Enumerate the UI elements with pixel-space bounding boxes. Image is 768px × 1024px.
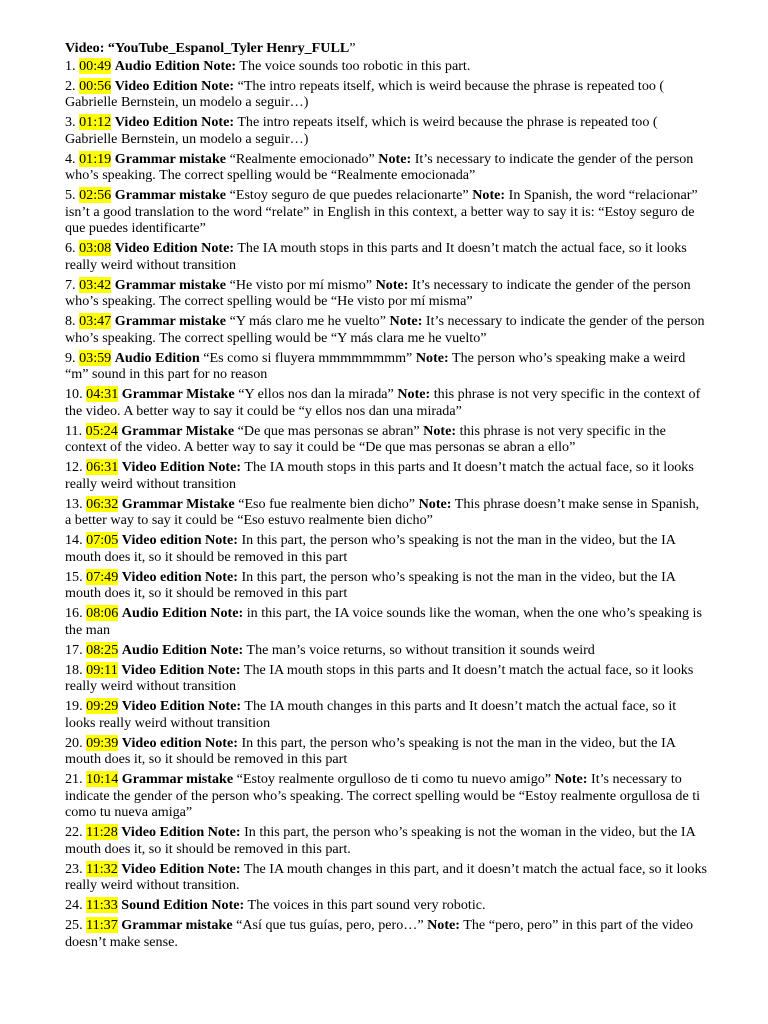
- note-category-label: Grammar mistake: [114, 187, 227, 203]
- timestamp-highlight: 08:06: [86, 605, 119, 621]
- note-text-detail: It’s necessary to indicate the gender of the person who’s speaking. The correct spelling would be “He visto por mí misma”: [65, 276, 691, 309]
- timestamp-highlight: 03:42: [79, 276, 112, 293]
- note-text: “Así que tus guías, pero, pero…”: [236, 917, 424, 933]
- note-entry: [65, 735, 708, 768]
- entry-number: 10.: [65, 386, 83, 402]
- note-label: Note:: [389, 313, 423, 329]
- entry-number: 2.: [65, 77, 76, 94]
- note-text-detail: In Spanish, the word “relacionar” isn’t a good translation to the word “relate” in English in this context, a better way to say it is: “Estoy seguro de que puedes identificarte”: [65, 187, 698, 236]
- note-category-label: Video Edition Note:: [121, 698, 242, 714]
- entry-number: 1.: [65, 57, 76, 74]
- note-text: “Es como si fluyera mmmmmmmm”: [203, 349, 413, 366]
- note-text: “Estoy realmente orgulloso de ti como tu nuevo amigo”: [236, 771, 552, 787]
- note-text: The IA mouth stops in this parts and It doesn’t match the actual face, so it looks really weird without transition: [65, 240, 687, 273]
- note-category-label: Video Edition Note:: [121, 824, 241, 840]
- note-entry: [65, 58, 708, 75]
- timestamp-highlight: 05:24: [85, 422, 118, 439]
- timestamp-highlight: 09:29: [86, 698, 119, 714]
- entry-number: 24.: [65, 897, 83, 913]
- note-text: In this part, the person who’s speaking is not the man in the video, but the IA mouth does it, so it should be removed in this part: [65, 532, 676, 565]
- note-text-detail: The person who’s speaking make a weird “m” sound in this part for no reason: [65, 349, 686, 382]
- timestamp-highlight: 08:25: [86, 641, 119, 658]
- note-text: In this part, the person who’s speaking is not the woman in the video, but the IA mouth does it, so it should be removed in this part.: [65, 824, 696, 857]
- note-text: The voice sounds too robotic in this part.: [239, 57, 471, 74]
- note-entry: [65, 386, 708, 419]
- note-text-detail: this phrase is not very specific in the context of the video. A better way to say it could be “y ellos nos dan una mirada”: [65, 386, 701, 419]
- note-entry: [65, 350, 708, 383]
- note-text-detail: It’s necessary to indicate the gender of the person who’s speaking. The correct spelling would be “Estoy realmente orgullosa de ti como tu nueva amiga”: [65, 771, 701, 820]
- document-title: [65, 40, 708, 57]
- note-label: Note:: [378, 150, 412, 167]
- note-entry: [65, 532, 708, 565]
- note-category-label: Video edition Note:: [121, 734, 238, 751]
- note-text: “He visto por mí mismo”: [229, 276, 373, 293]
- note-category-label: Audio Edition Note:: [121, 641, 244, 658]
- timestamp-highlight: 09:11: [86, 661, 118, 678]
- timestamp-highlight: 11:32: [86, 860, 118, 877]
- note-text: The IA mouth stops in this parts and It doesn’t match the actual face, so it looks really weird without transition: [65, 459, 694, 492]
- note-text: The IA mouth changes in this parts and It doesn’t match the actual face, so it looks really weird without transition: [65, 698, 677, 731]
- note-category-label: Video Edition Note:: [114, 77, 235, 94]
- timestamp-highlight: 03:08: [79, 240, 112, 256]
- note-text: “Y ellos nos dan la mirada”: [238, 386, 394, 402]
- document-title-text: Video: “YouTube_Espanol_Tyler Henry_FULL: [65, 40, 350, 56]
- entry-number: 18.: [65, 661, 83, 678]
- timestamp-highlight: 11:28: [86, 824, 118, 840]
- note-category-label: Audio Edition: [114, 349, 200, 366]
- timestamp-highlight: 02:56: [79, 187, 112, 203]
- note-entry: [65, 423, 708, 456]
- note-text-detail: It’s necessary to indicate the gender of the person who’s speaking. The correct spelling would be “Realmente emocionada”: [65, 150, 694, 183]
- entry-number: 7.: [65, 276, 76, 293]
- note-entry: [65, 662, 708, 695]
- timestamp-highlight: 01:12: [79, 114, 112, 130]
- note-category-label: Sound Edition Note:: [121, 897, 245, 913]
- note-category-label: Video Edition Note:: [121, 459, 242, 475]
- entry-number: 23.: [65, 860, 83, 877]
- note-category-label: Grammar Mistake: [121, 386, 235, 402]
- note-entry: [65, 861, 708, 894]
- timestamp-highlight: 03:59: [79, 349, 112, 366]
- entry-number: 12.: [65, 459, 83, 475]
- note-category-label: Grammar mistake: [121, 771, 234, 787]
- note-label: Note:: [418, 495, 452, 512]
- entry-number: 14.: [65, 532, 83, 548]
- note-label: Note:: [427, 917, 460, 933]
- note-entry: [65, 771, 708, 821]
- note-category-label: Video edition Note:: [121, 568, 238, 585]
- entry-number: 22.: [65, 824, 83, 840]
- timestamp-highlight: 11:33: [86, 897, 118, 913]
- timestamp-highlight: 06:31: [86, 459, 119, 475]
- document-title-close-quote: ”: [349, 40, 356, 56]
- note-text: The man’s voice returns, so without transition it sounds weird: [246, 641, 595, 658]
- entry-number: 15.: [65, 568, 83, 585]
- note-label: Note:: [423, 422, 457, 439]
- note-entry: [65, 569, 708, 602]
- timestamp-highlight: 06:32: [86, 495, 119, 512]
- note-category-label: Grammar mistake: [114, 276, 227, 293]
- note-text-detail: This phrase doesn’t make sense in Spanish, a better way to say it could be “Eso estuvo realmente bien dicho”: [65, 495, 700, 528]
- note-label: Note:: [397, 386, 431, 402]
- timestamp-highlight: 09:39: [86, 734, 119, 751]
- entry-number: 5.: [65, 187, 76, 203]
- note-category-label: Audio Edition Note:: [121, 605, 244, 621]
- note-entry: [65, 496, 708, 529]
- timestamp-highlight: 01:19: [79, 150, 112, 167]
- note-entry: [65, 313, 708, 346]
- note-category-label: Grammar mistake: [114, 150, 227, 167]
- note-entry: [65, 187, 708, 237]
- note-label: Note:: [415, 349, 449, 366]
- note-text: “Y más claro me he vuelto”: [229, 313, 386, 329]
- note-text: “Eso fue realmente bien dicho”: [238, 495, 416, 512]
- timestamp-highlight: 07:05: [86, 532, 119, 548]
- note-entry: [65, 698, 708, 731]
- entry-number: 21.: [65, 771, 83, 787]
- note-entry: [65, 605, 708, 638]
- note-text: “Realmente emocionado”: [229, 150, 375, 167]
- entry-number: 25.: [65, 917, 83, 933]
- timestamp-highlight: 00:49: [79, 57, 112, 74]
- notes-list: [65, 58, 708, 951]
- note-text: The IA mouth stops in this parts and It doesn’t match the actual face, so it looks really weird without transition: [65, 661, 694, 694]
- entry-number: 9.: [65, 349, 76, 366]
- entry-number: 16.: [65, 605, 83, 621]
- entry-number: 17.: [65, 641, 83, 658]
- note-text: “De que mas personas se abran”: [237, 422, 420, 439]
- note-category-label: Grammar Mistake: [121, 495, 235, 512]
- note-text: “The intro repeats itself, which is weird because the phrase is repeated too ( Gabrielle Bernstein, un modelo a seguir…): [65, 77, 665, 110]
- entry-number: 20.: [65, 734, 83, 751]
- note-entry: [65, 459, 708, 492]
- entry-number: 6.: [65, 240, 76, 256]
- note-text: The IA mouth changes in this part, and it doesn’t match the actual face, so it looks really weird without transition.: [65, 860, 707, 893]
- note-category-label: Grammar mistake: [121, 917, 233, 933]
- timestamp-highlight: 10:14: [86, 771, 119, 787]
- timestamp-highlight: 04:31: [86, 386, 119, 402]
- entry-number: 19.: [65, 698, 83, 714]
- note-category-label: Video Edition Note:: [114, 114, 235, 130]
- note-category-label: Video Edition Note:: [121, 661, 241, 678]
- note-text-detail: The “pero, pero” in this part of the video doesn’t make sense.: [65, 917, 694, 950]
- note-text: in this part, the IA voice sounds like the woman, when the one who’s speaking is the man: [65, 605, 702, 638]
- note-entry: [65, 277, 708, 310]
- note-category-label: Video Edition Note:: [121, 860, 241, 877]
- entry-number: 4.: [65, 150, 76, 167]
- note-category-label: Audio Edition Note:: [114, 57, 237, 74]
- note-text: In this part, the person who’s speaking is not the man in the video, but the IA mouth does it, so it should be removed in this part: [65, 734, 676, 767]
- note-entry: [65, 917, 708, 950]
- note-category-label: Grammar Mistake: [121, 422, 235, 439]
- note-entry: [65, 642, 708, 659]
- note-entry: [65, 114, 708, 147]
- note-label: Note:: [472, 187, 506, 203]
- note-text: “Estoy seguro de que puedes relacionarte”: [229, 187, 469, 203]
- note-category-label: Grammar mistake: [114, 313, 227, 329]
- note-text: The intro repeats itself, which is weird because the phrase is repeated too ( Gabrielle Bernstein, un modelo a seguir…): [65, 114, 658, 147]
- note-entry: [65, 78, 708, 111]
- note-label: Note:: [554, 771, 588, 787]
- entry-number: 8.: [65, 313, 76, 329]
- note-category-label: Video Edition Note:: [114, 240, 235, 256]
- note-entry: [65, 151, 708, 184]
- note-text: The voices in this part sound very robotic.: [247, 897, 486, 913]
- timestamp-highlight: 00:56: [79, 77, 112, 94]
- note-text-detail: this phrase is not very specific in the context of the video. A better way to say it could be “De que mas personas se abran a ello”: [65, 422, 666, 455]
- timestamp-highlight: 03:47: [79, 313, 112, 329]
- note-entry: [65, 897, 708, 914]
- note-entry: [65, 824, 708, 857]
- entry-number: 13.: [65, 495, 83, 512]
- timestamp-highlight: 11:37: [86, 917, 118, 933]
- note-label: Note:: [375, 276, 409, 293]
- note-text-detail: It’s necessary to indicate the gender of the person who’s speaking. The correct spelling would be “Y más clara me he vuelto”: [65, 313, 705, 346]
- entry-number: 11.: [65, 422, 83, 439]
- timestamp-highlight: 07:49: [86, 568, 119, 585]
- note-text: In this part, the person who’s speaking is not the man in the video, but the IA mouth does it, so it should be removed in this part: [65, 568, 676, 601]
- note-entry: [65, 240, 708, 273]
- note-category-label: Video edition Note:: [121, 532, 238, 548]
- entry-number: 3.: [65, 114, 76, 130]
